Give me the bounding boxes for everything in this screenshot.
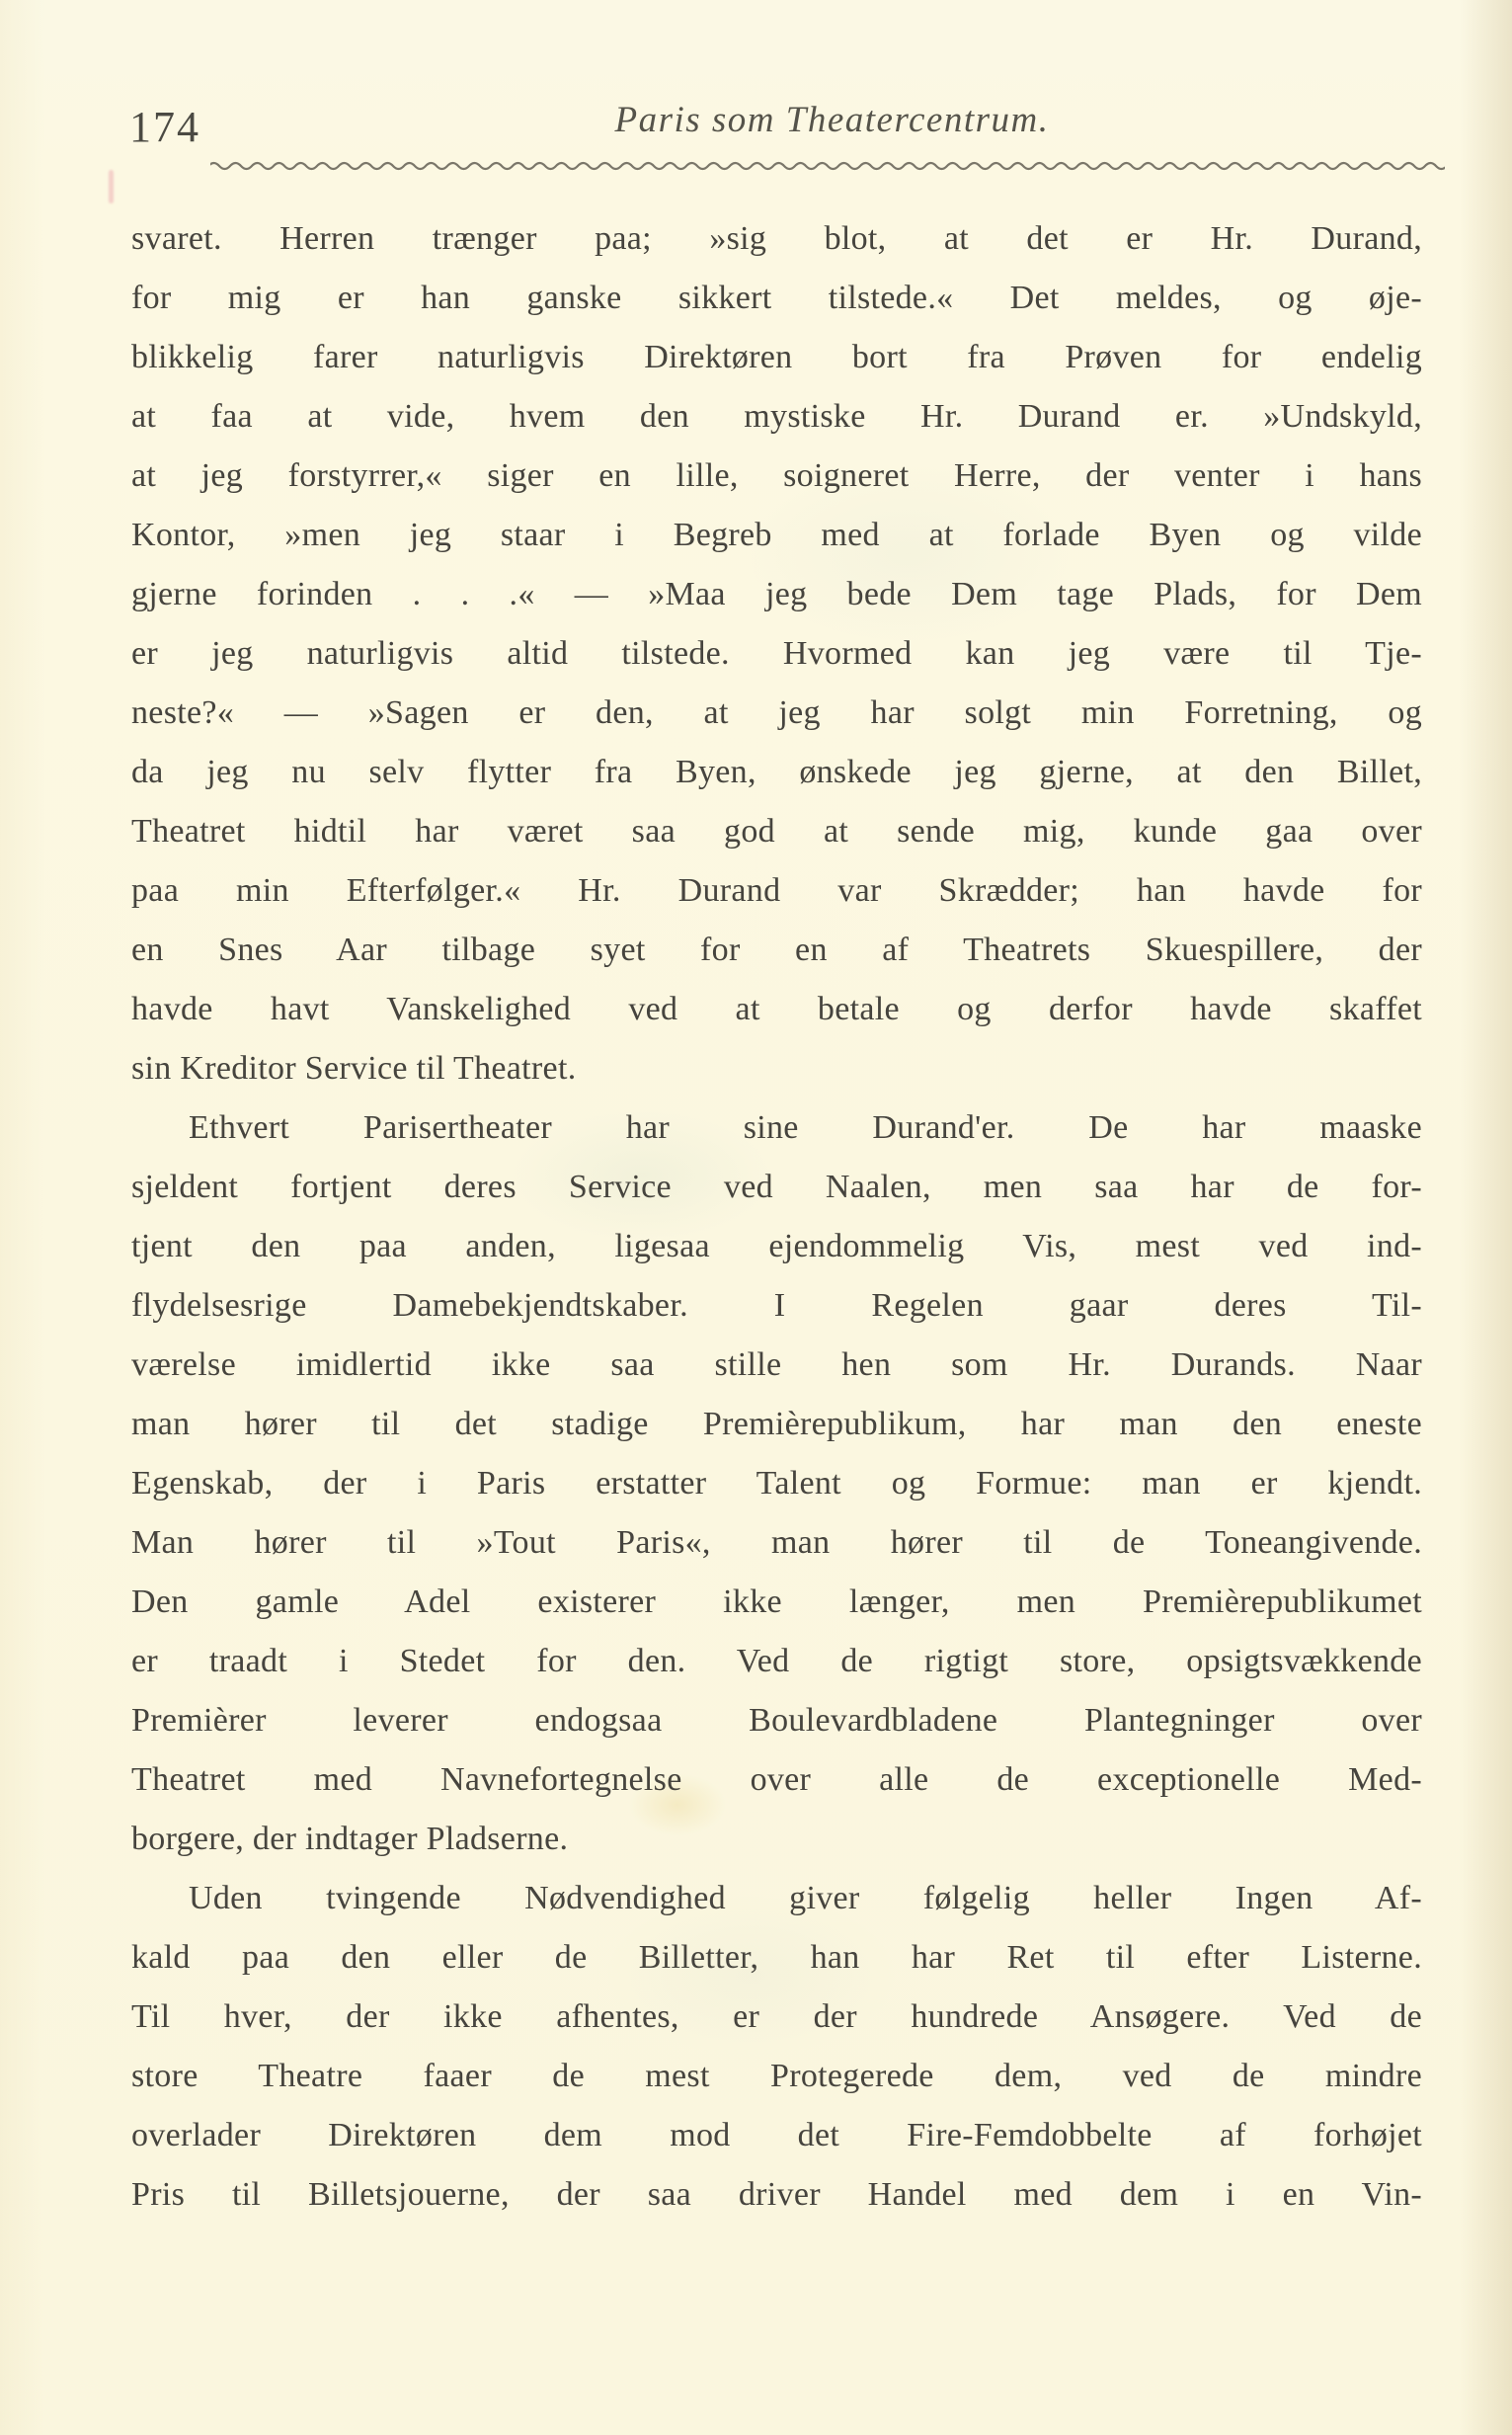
text-line: Den gamle Adel existerer ikke længer, men Premièrepublikumet (131, 1583, 1422, 1620)
text-line: flydelsesrige Damebekjendtskaber. I Regelen gaar deres Til- (131, 1287, 1422, 1324)
text-line: en Snes Aar tilbage syet for en af Theatrets Skuespillere, der (131, 932, 1422, 968)
text-line: store Theatre faaer de mest Protegerede dem, ved de mindre (131, 2058, 1422, 2094)
text-line: gjerne forinden . . .« — »Maa jeg bede Dem tage Plads, for Dem (131, 576, 1422, 612)
paragraph (131, 1869, 1422, 2225)
wavy-rule-divider (210, 158, 1445, 172)
text-line: Egenskab, der i Paris erstatter Talent og Formue: man er kjendt. (131, 1465, 1422, 1502)
text-line: svaret. Herren trænger paa; »sig blot, at det er Hr. Durand, (131, 220, 1422, 257)
text-line: kald paa den eller de Billetter, han har Ret til efter Listerne. (131, 1939, 1422, 1976)
scan-artifact (109, 170, 114, 203)
text-line: Man hører til »Tout Paris«, man hører til de Toneangivende. (131, 1524, 1422, 1561)
text-line: Uden tvingende Nødvendighed giver følgelig heller Ingen Af- (189, 1880, 1422, 1916)
text-line: borgere, der indtager Pladserne. (131, 1821, 569, 1857)
paragraph (131, 209, 1422, 1098)
text-line: sjeldent fortjent deres Service ved Naalen, men saa har de for- (131, 1169, 1422, 1205)
running-title: Paris som Theatercentrum. (614, 100, 1050, 140)
text-line: er jeg naturligvis altid tilstede. Hvormed kan jeg være til Tje- (131, 635, 1422, 672)
text-line: for mig er han ganske sikkert tilstede.« Det meldes, og øje- (131, 280, 1422, 316)
text-block (131, 209, 1422, 2225)
text-line: Til hver, der ikke afhentes, er der hundrede Ansøgere. Ved de (131, 1998, 1422, 2035)
text-line: er traadt i Stedet for den. Ved de rigtigt store, opsigtsvækkende (131, 1643, 1422, 1679)
text-line: at faa at vide, hvem den mystiske Hr. Durand er. »Undskyld, (131, 398, 1422, 435)
text-line: neste?« — »Sagen er den, at jeg har solgt min Forretning, og (131, 694, 1422, 731)
text-line: blikkelig farer naturligvis Direktøren bort fra Prøven for endelig (131, 339, 1422, 375)
text-line: Pris til Billetsjouerne, der saa driver Handel med dem i en Vin- (131, 2176, 1422, 2213)
text-line: Ethvert Parisertheater har sine Durand'er. De har maaske (189, 1109, 1422, 1146)
text-line: Theatret hidtil har været saa god at sende mig, kunde gaa over (131, 813, 1422, 850)
text-line: tjent den paa anden, ligesaa ejendommelig Vis, mest ved ind- (131, 1228, 1422, 1264)
text-line: Kontor, »men jeg staar i Begreb med at forlade Byen og vilde (131, 517, 1422, 553)
text-line: Premièrer leverer endogsaa Boulevardbladene Plantegninger over (131, 1702, 1422, 1739)
text-line: da jeg nu selv flytter fra Byen, ønskede jeg gjerne, at den Billet, (131, 754, 1422, 790)
text-line: at jeg forstyrrer,« siger en lille, soigneret Herre, der venter i hans (131, 457, 1422, 494)
page-number: 174 (129, 103, 200, 151)
paragraph (131, 1098, 1422, 1869)
text-line: værelse imidlertid ikke saa stille hen som Hr. Durands. Naar (131, 1346, 1422, 1383)
text-line: man hører til det stadige Premièrepublikum, har man den eneste (131, 1406, 1422, 1442)
text-line: paa min Efterfølger.« Hr. Durand var Skrædder; han havde for (131, 872, 1422, 909)
text-line: Theatret med Navnefortegnelse over alle de exceptionelle Med- (131, 1761, 1422, 1798)
text-line: sin Kreditor Service til Theatret. (131, 1050, 577, 1087)
text-line: havde havt Vanskelighed ved at betale og derfor havde skaffet (131, 991, 1422, 1027)
text-line: overlader Direktøren dem mod det Fire-Femdobbelte af forhøjet (131, 2117, 1422, 2153)
